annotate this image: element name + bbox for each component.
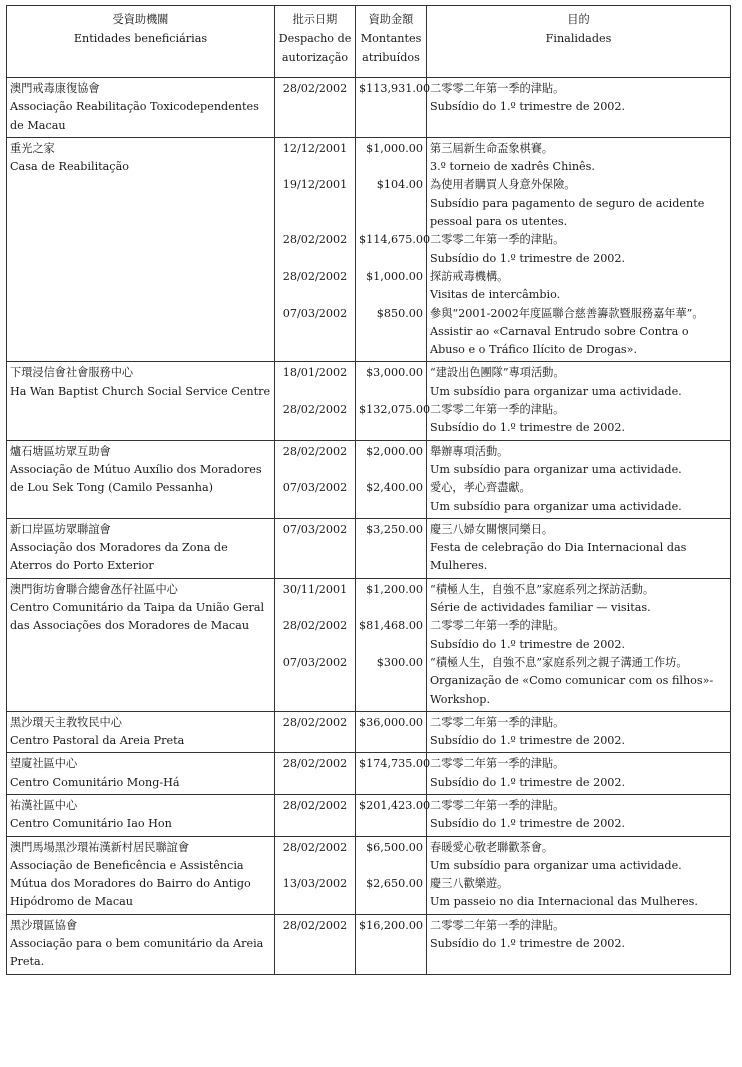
grant-amount: $850.00	[376, 306, 423, 320]
entity-cell	[7, 518, 275, 578]
entity-cell	[7, 440, 275, 518]
date-cell	[275, 753, 356, 795]
purpose-zh: 為使用者購買人身意外保險。	[430, 178, 576, 192]
entity-name-zh: 黑沙環區協會	[10, 918, 78, 932]
entity-name-pt: Ha Wan Baptist Church Social Service Centre	[10, 384, 271, 398]
table-row	[7, 362, 731, 440]
table-row	[7, 836, 731, 914]
header-purpose-zh: 目的	[567, 13, 590, 26]
grant-amount: $6,500.00	[366, 840, 423, 854]
purpose-zh: “建設出色團隊”專項活動。	[430, 366, 565, 380]
purpose-entry	[430, 479, 727, 516]
grant-date: 28/02/2002	[282, 403, 348, 417]
purpose-zh: 二零零二年第一季的津貼。	[430, 715, 565, 729]
purpose-entry	[430, 617, 727, 654]
grant-date: 28/02/2002	[282, 619, 348, 633]
grant-amount: $1,000.00	[366, 141, 423, 155]
purpose-entry	[430, 839, 727, 876]
amount-cell	[356, 518, 427, 578]
grant-amount: $2,400.00	[366, 481, 423, 495]
grant-amount: $36,000.00	[359, 715, 424, 729]
entity-cell	[7, 711, 275, 753]
purpose-entry	[430, 443, 727, 480]
purpose-entry	[430, 231, 727, 268]
entity-name-zh: 澳門馬場黑沙環祐漢新村居民聯誼會	[10, 840, 190, 854]
purpose-pt: Subsídio do 1.º trimestre de 2002.	[430, 937, 626, 951]
grant-amount: $104.00	[376, 178, 423, 192]
purpose-entry	[430, 140, 727, 177]
purpose-zh: “積極人生，自強不息”家庭系列之親子溝通工作坊。	[430, 655, 688, 669]
grant-date: 28/02/2002	[282, 82, 348, 95]
grant-date: 28/02/2002	[282, 269, 348, 283]
grant-amount: $3,000.00	[366, 366, 423, 380]
purpose-pt: Organização de «Como comunicar com os filhos»-Workshop.	[430, 674, 714, 706]
header-amount-zh: 資助金額	[368, 13, 414, 26]
amount-cell	[356, 753, 431, 795]
grant-date: 30/11/2001	[282, 582, 348, 596]
purpose-entry	[430, 875, 727, 912]
table-row	[7, 137, 731, 362]
grant-date: 07/03/2002	[282, 306, 348, 320]
table-header-row	[7, 6, 731, 78]
amount-cell	[356, 578, 427, 711]
entity-cell	[7, 753, 275, 795]
purpose-zh: 二零零二年第一季的津貼。	[430, 619, 565, 633]
purpose-cell	[427, 440, 731, 518]
header-purpose	[427, 6, 731, 78]
purpose-zh: 舉辦專項活動。	[430, 444, 509, 458]
purpose-cell	[427, 836, 731, 914]
header-amount-pt: Montantes atribuídos	[360, 32, 422, 64]
grant-date: 28/02/2002	[282, 444, 348, 458]
amount-cell	[356, 914, 427, 974]
purpose-entry	[430, 401, 727, 438]
entity-name-pt: Associação dos Moradores da Zona de Aterros do Porto Exterior	[10, 541, 228, 573]
amount-cell	[356, 711, 427, 753]
grant-amount: $16,200.00	[359, 918, 424, 932]
purpose-zh: 參與“2001-2002年度區聯合慈善籌款暨服務嘉年華”。	[430, 306, 704, 320]
date-cell	[275, 440, 356, 518]
purpose-pt: Subsídio do 1.º trimestre de 2002.	[430, 421, 626, 435]
purpose-entry	[430, 714, 727, 751]
purpose-pt: Subsídio do 1.º trimestre de 2002.	[430, 775, 626, 789]
entity-name-pt: Associação Reabilitação Toxicodependentes de Macau	[10, 100, 259, 132]
entity-cell	[7, 362, 275, 440]
grant-amount: $174,735.00	[359, 757, 431, 771]
date-cell	[275, 836, 356, 914]
date-cell	[275, 914, 356, 974]
date-cell	[275, 711, 356, 753]
purpose-pt: 3.º torneio de xadrês Chinês.	[430, 160, 595, 174]
purpose-pt: Subsídio do 1.º trimestre de 2002.	[430, 817, 626, 831]
grant-amount: $300.00	[376, 655, 423, 669]
entity-cell	[7, 137, 275, 362]
entity-name-zh: 祐漢社區中心	[10, 798, 78, 812]
header-entity	[7, 6, 275, 78]
purpose-zh: 二零零二年第一季的津貼。	[430, 403, 565, 417]
purpose-entry	[430, 797, 727, 834]
purpose-cell	[427, 518, 731, 578]
entity-name-pt: Centro Comunitário da Taipa da União Geral das Associações dos Moradores de Macau	[10, 601, 265, 633]
grant-date: 28/02/2002	[282, 840, 348, 854]
entity-name-pt: Centro Comunitário Mong-Há	[10, 775, 180, 789]
entity-cell	[7, 578, 275, 711]
grant-amount: $113,931.00	[359, 82, 431, 95]
grant-amount: $114,675.00	[359, 233, 431, 247]
purpose-zh: 第三屆新生命盃象棋賽。	[430, 141, 554, 155]
purpose-cell	[427, 78, 731, 138]
date-cell	[275, 518, 356, 578]
entity-name-zh: 重光之家	[10, 141, 55, 155]
entity-name-pt: Associação de Mútuo Auxílio dos Moradores de Lou Sek Tong (Camilo Pessanha)	[10, 462, 262, 495]
table-row	[7, 78, 731, 138]
entity-name-pt: Centro Comunitário Iao Hon	[10, 817, 172, 831]
entity-name-zh: 澳門街坊會聯合總會氹仔社區中心	[10, 582, 178, 596]
amount-cell	[356, 137, 431, 362]
purpose-zh: 春暖愛心敬老聯歡茶會。	[430, 840, 554, 854]
purpose-pt: Subsídio do 1.º trimestre de 2002.	[430, 100, 626, 114]
table-row	[7, 794, 731, 836]
table-row	[7, 914, 731, 974]
table-row	[7, 440, 731, 518]
entity-name-pt: Centro Pastoral da Areia Preta	[10, 734, 185, 748]
amount-cell	[356, 794, 431, 836]
grant-amount: $2,650.00	[366, 877, 423, 891]
header-amount	[356, 6, 427, 78]
amount-cell	[356, 78, 431, 138]
grant-date: 07/03/2002	[282, 655, 348, 669]
purpose-zh: “積極人生，自強不息”家庭系列之探訪活動。	[430, 582, 655, 596]
purpose-cell	[427, 914, 731, 974]
purpose-zh: 二零零二年第一季的津貼。	[430, 798, 565, 812]
table-row	[7, 753, 731, 795]
grant-date: 13/03/2002	[282, 877, 348, 891]
grant-date: 28/02/2002	[282, 918, 348, 932]
purpose-zh: 慶三八婦女關懷同樂日。	[430, 522, 554, 536]
entity-name-pt: Associação para o bem comunitário da Areia Preta.	[10, 937, 264, 969]
entity-name-pt: Associação de Beneficência e Assistência Mútua dos Moradores do Bairro do Antigo Hipódromo de Macau	[10, 858, 251, 909]
table-row	[7, 711, 731, 753]
purpose-entry	[430, 364, 727, 401]
grant-amount: $132,075.00	[359, 403, 431, 417]
purpose-zh: 二零零二年第一季的津貼。	[430, 82, 565, 95]
purpose-cell	[427, 362, 731, 440]
purpose-pt: Um subsídio para organizar uma actividade.	[430, 462, 682, 476]
entity-cell	[7, 836, 275, 914]
purpose-pt: Um passeio no dia Internacional das Mulheres.	[430, 895, 698, 909]
purpose-zh: 慶三八歡樂遊。	[430, 877, 509, 891]
table-row	[7, 518, 731, 578]
purpose-cell	[427, 578, 731, 711]
header-entity-zh: 受資助機關	[112, 13, 169, 26]
purpose-zh: 探訪戒毒機構。	[430, 269, 509, 283]
purpose-pt: Um subsídio para organizar uma actividade.	[430, 858, 682, 872]
purpose-pt: Série de actividades familiar — visitas.	[430, 601, 651, 615]
entity-name-zh: 下環浸信會社會服務中心	[10, 366, 134, 380]
purpose-pt: Assistir ao «Carnaval Entrudo sobre Contra o Abuso e o Tráfico Ilícito de Drogas».	[430, 324, 689, 357]
grant-amount: $1,000.00	[366, 269, 423, 283]
grant-date: 28/02/2002	[282, 233, 348, 247]
purpose-entry	[430, 917, 727, 954]
grant-amount: $201,423.00	[359, 798, 431, 812]
grant-date: 28/02/2002	[282, 798, 348, 812]
date-cell	[275, 578, 356, 711]
purpose-entry	[430, 755, 727, 792]
purpose-cell	[427, 794, 731, 836]
amount-cell	[356, 362, 431, 440]
purpose-zh: 二零零二年第一季的津貼。	[430, 918, 565, 932]
grant-amount: $2,000.00	[366, 444, 423, 458]
grant-date: 28/02/2002	[282, 757, 348, 771]
amount-cell	[356, 440, 427, 518]
grant-date: 07/03/2002	[282, 481, 348, 495]
entity-cell	[7, 78, 275, 138]
grant-amount: $3,250.00	[366, 522, 423, 536]
purpose-entry	[430, 80, 727, 117]
header-date-zh: 批示日期	[292, 13, 338, 26]
amount-cell	[356, 836, 427, 914]
purpose-entry	[430, 581, 727, 618]
purpose-zh: 二零零二年第一季的津貼。	[430, 757, 565, 771]
purpose-cell	[427, 137, 731, 362]
purpose-pt: Subsídio do 1.º trimestre de 2002.	[430, 251, 626, 265]
grant-date: 19/12/2001	[282, 178, 348, 192]
purpose-cell	[427, 753, 731, 795]
grant-date: 28/02/2002	[282, 715, 348, 729]
purpose-pt: Subsídio do 1.º trimestre de 2002.	[430, 734, 626, 748]
header-date-pt: Despacho de autorização	[278, 32, 352, 64]
date-cell	[275, 362, 356, 440]
date-cell	[275, 137, 356, 362]
grant-date: 18/01/2002	[282, 366, 348, 380]
purpose-pt: Subsídio do 1.º trimestre de 2002.	[430, 637, 626, 651]
purpose-pt: Visitas de intercâmbio.	[430, 288, 561, 302]
table-row	[7, 578, 731, 711]
purpose-entry	[430, 176, 727, 231]
purpose-entry	[430, 305, 727, 360]
header-date	[275, 6, 356, 78]
grant-date: 12/12/2001	[282, 141, 348, 155]
document-page	[6, 5, 730, 1043]
purpose-cell	[427, 711, 731, 753]
entity-name-zh: 爐石塘區坊眾互助會	[10, 444, 111, 458]
purpose-pt: Um subsídio para organizar uma actividade.	[430, 384, 682, 398]
entity-name-pt: Casa de Reabilitação	[10, 160, 129, 174]
entity-name-zh: 澳門戒毒康復協會	[10, 82, 100, 95]
grant-date: 07/03/2002	[282, 522, 348, 536]
purpose-pt: Um subsídio para organizar uma actividade.	[430, 499, 682, 513]
date-cell	[275, 794, 356, 836]
entity-cell	[7, 914, 275, 974]
entity-name-zh: 黑沙環天主教牧民中心	[10, 715, 122, 729]
purpose-entry	[430, 521, 727, 576]
header-entity-pt: Entidades beneficiárias	[73, 32, 208, 45]
entity-name-zh: 新口岸區坊眾聯誼會	[10, 522, 111, 536]
purpose-pt: Festa de celebração do Dia Internacional das Mulheres.	[430, 541, 687, 573]
entity-name-zh: 望廈社區中心	[10, 757, 78, 771]
purpose-entry	[430, 268, 727, 305]
grant-amount: $1,200.00	[366, 582, 423, 596]
grants-table	[6, 5, 731, 975]
header-purpose-pt: Finalidades	[545, 32, 612, 45]
purpose-zh: 二零零二年第一季的津貼。	[430, 233, 565, 247]
purpose-zh: 愛心，孝心齊盡獻。	[430, 481, 531, 495]
purpose-entry	[430, 654, 727, 709]
purpose-pt: Subsídio para pagamento de seguro de acidente pessoal para os utentes.	[430, 196, 705, 229]
entity-cell	[7, 794, 275, 836]
date-cell	[275, 78, 356, 138]
grant-amount: $81,468.00	[359, 619, 424, 633]
